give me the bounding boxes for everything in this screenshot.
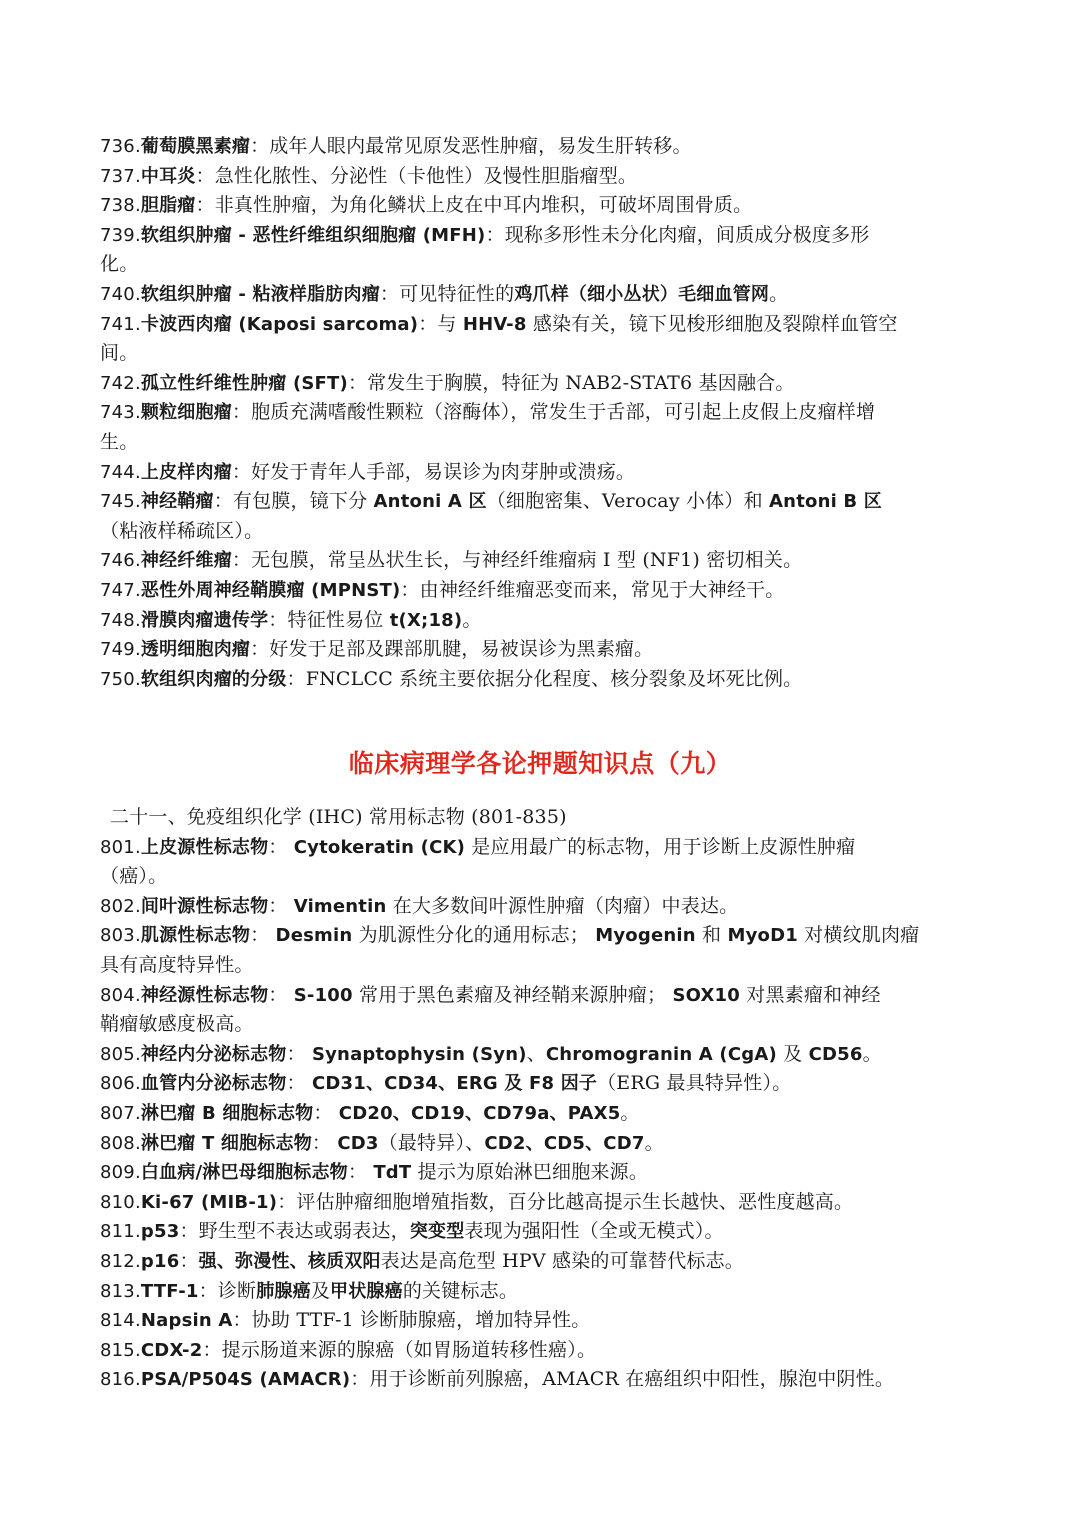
- entry-text: ：胞质充满嗜酸性颗粒（溶酶体），常发生于舌部，可引起上皮假上皮瘤样增: [231, 401, 876, 424]
- entry-text: ：好发于青年人手部，易误诊为肉芽肿或溃疡。: [231, 460, 636, 483]
- entry-text: 表现为强阳性（全或无模式）。: [464, 1220, 724, 1243]
- entry-text: 。: [862, 1042, 882, 1065]
- entry-term: Myogenin: [595, 925, 696, 947]
- entry-term: 颗粒细胞瘤: [140, 402, 232, 424]
- entry-text: ：急性化脓性、分泌性（卡他性）及慢性胆脂瘤型。: [195, 164, 638, 187]
- section-heading: 二十一、免疫组织化学 (IHC) 常用标志物 (801-835): [110, 806, 567, 828]
- entry-816: [100, 1365, 990, 1395]
- entry-text: ：与: [418, 312, 463, 335]
- entry-term: S-100: [293, 984, 353, 1006]
- entry-term: Desmin: [275, 925, 353, 947]
- entry-continuation: [100, 1010, 990, 1040]
- entry-number: 805.: [100, 1043, 141, 1065]
- entry-term: 肺腺癌: [256, 1280, 311, 1302]
- entry-continuation: [100, 517, 990, 547]
- entry-text: 提示为原始淋巴细胞来源。: [411, 1161, 649, 1184]
- entry-text: 是应用最广的标志物，用于诊断上皮源性肿瘤: [465, 835, 856, 858]
- entry-text: ：可见特征性的: [379, 282, 515, 305]
- entry-806: [100, 1069, 990, 1099]
- entry-term: 神经鞘瘤: [140, 491, 214, 513]
- entry-number: 811.: [100, 1221, 141, 1243]
- entry-738: [100, 191, 990, 221]
- entry-text: （癌）。: [100, 865, 168, 888]
- entry-number: 743.: [100, 402, 141, 424]
- entry-continuation: [100, 250, 990, 280]
- entry-747: [100, 576, 990, 606]
- entry-number: 747.: [100, 579, 141, 601]
- entry-term: 中耳炎: [140, 165, 196, 187]
- entry-term: CD31、CD34、ERG 及 F8 因子: [311, 1073, 598, 1095]
- entry-text: ：无包膜，常呈丛状生长，与神经纤维瘤病 I 型 (NF1) 密切相关。: [231, 549, 803, 572]
- entry-text: ：常发生于胸膜，特征为 NAB2-STAT6 基因融合。: [347, 371, 795, 394]
- entries-736-750: [100, 132, 990, 694]
- entry-term: 葡萄膜黑素瘤: [140, 136, 251, 157]
- entry-number: 740.: [100, 283, 141, 305]
- entry-736: [100, 132, 990, 162]
- page-title: 临床病理学各论押题知识点（九）: [348, 749, 732, 778]
- entry-text: ：用于诊断前列腺癌，AMACR 在癌组织中阳性，腺泡中阴性。: [350, 1368, 895, 1391]
- entry-text: 感染有关，镜下见梭形细胞及裂隙样血管空: [526, 312, 898, 335]
- entry-text: ：FNCLCC 系统主要依据分化程度、核分裂象及坏死比例。: [286, 667, 803, 690]
- entry-term: SOX10: [672, 984, 741, 1006]
- entry-text: ：现称多形性未分化肉瘤，间质成分极度多形: [485, 223, 870, 246]
- entry-text: 在大多数间叶源性肿瘤（肉瘤）中表达。: [386, 894, 739, 917]
- entry-text: ：: [268, 835, 294, 858]
- entry-809: [100, 1158, 990, 1188]
- entry-number: 804.: [100, 984, 141, 1006]
- entry-number: 744.: [100, 461, 141, 483]
- entry-text: 化。: [100, 253, 139, 276]
- entry-number: 737.: [100, 165, 141, 187]
- entry-810: [100, 1188, 990, 1218]
- entry-number: 739.: [100, 224, 141, 246]
- entry-text: （最特异）、: [378, 1131, 485, 1154]
- entry-term: Chromogranin A (CgA): [545, 1043, 777, 1065]
- entry-term: p16: [140, 1250, 180, 1272]
- entry-term: TdT: [373, 1162, 412, 1184]
- entry-term: p53: [140, 1221, 180, 1243]
- entry-text: ：特征性易位: [268, 608, 390, 631]
- entry-text: 。: [644, 1131, 664, 1154]
- entry-text: ：: [268, 894, 294, 917]
- entry-term: CD2、CD5、CD7: [484, 1132, 645, 1154]
- entry-term: CD20、CD19、CD79a、PAX5: [338, 1102, 621, 1124]
- entry-number: 741.: [100, 313, 141, 335]
- entry-number: 750.: [100, 668, 141, 690]
- entry-term: 白血病/淋巴母细胞标志物: [140, 1162, 348, 1184]
- entry-text: 对横纹肌肉瘤: [797, 924, 920, 947]
- entry-text: （细胞密集、Verocay 小体）和: [486, 490, 770, 513]
- entry-term: 软组织肿瘤 - 恶性纤维组织细胞瘤 (MFH): [140, 224, 486, 246]
- entry-text: ：: [179, 1249, 199, 1272]
- entry-number: 816.: [100, 1369, 141, 1391]
- entry-text: ：诊断: [198, 1279, 257, 1302]
- entry-term: MyoD1: [727, 925, 798, 947]
- entry-815: [100, 1336, 990, 1366]
- entry-text: ：: [347, 1161, 374, 1184]
- entry-text: ：成年人眼内最常见原发恶性肿瘤，易发生肝转移。: [250, 135, 692, 157]
- entry-text: ：协助 TTF-1 诊断肺腺癌，增加特异性。: [232, 1309, 591, 1332]
- entry-814: [100, 1306, 990, 1336]
- entry-text: ：: [286, 1042, 312, 1065]
- entry-text: 具有高度特异性。: [100, 953, 254, 976]
- entry-804: [100, 981, 990, 1011]
- entry-text: ：非真性肿瘤，为角化鳞状上皮在中耳内堆积，可破坏周围骨质。: [195, 194, 753, 217]
- entry-term: Ki-67 (MIB-1): [140, 1191, 278, 1213]
- entry-number: 806.: [100, 1073, 141, 1095]
- entry-text: 。: [769, 282, 789, 305]
- entry-continuation: [100, 339, 990, 369]
- entry-746: [100, 546, 990, 576]
- entry-term: Vimentin: [293, 895, 387, 917]
- entry-737: [100, 162, 990, 192]
- entry-term: Antoni B 区: [769, 491, 882, 513]
- entry-term: 孤立性纤维性肿瘤 (SFT): [140, 372, 348, 394]
- entry-text: 及: [776, 1042, 809, 1065]
- entry-term: 强、弥漫性、核质双阳: [198, 1250, 381, 1272]
- entry-term: 鸡爪样（细小丛状）毛细血管网: [514, 283, 770, 305]
- entry-812: [100, 1247, 990, 1277]
- entry-number: 815.: [100, 1339, 141, 1361]
- entry-term: Antoni A 区: [373, 491, 487, 513]
- entry-text: 及: [310, 1279, 331, 1302]
- entry-text: 表达是高危型 HPV 感染的可靠替代标志。: [380, 1249, 744, 1272]
- entry-802: [100, 892, 990, 922]
- entry-text: ：: [311, 1131, 338, 1154]
- entry-text: 。: [620, 1101, 640, 1124]
- entries-801-816: [100, 803, 990, 1395]
- entry-number: 808.: [100, 1132, 141, 1154]
- entry-term: PSA/P504S (AMACR): [140, 1369, 351, 1391]
- entry-749: [100, 635, 990, 665]
- entry-number: 736.: [100, 136, 141, 157]
- entry-term: 间叶源性标志物: [140, 895, 269, 917]
- entry-text: ：提示肠道来源的腺癌（如胃肠道转移性癌）。: [202, 1338, 597, 1361]
- entry-term: 神经纤维瘤: [140, 550, 232, 572]
- entry-text: ：: [250, 924, 276, 947]
- entry-term: 透明细胞肉瘤: [140, 639, 251, 661]
- entry-number: 746.: [100, 550, 141, 572]
- entry-text: 间。: [100, 342, 139, 365]
- entry-term: 肌源性标志物: [140, 925, 251, 947]
- entry-number: 812.: [100, 1250, 141, 1272]
- entry-807: [100, 1099, 990, 1129]
- entry-text: ：: [313, 1101, 339, 1124]
- entry-term: 滑膜肉瘤遗传学: [140, 609, 269, 631]
- entry-text: （ERG 最具特异性）。: [597, 1072, 792, 1095]
- entry-term: 血管内分泌标志物: [140, 1073, 287, 1095]
- entry-number: 809.: [100, 1162, 141, 1184]
- entry-term: 上皮样肉瘤: [140, 461, 232, 483]
- entry-term: Cytokeratin (CK): [293, 836, 466, 858]
- entry-term: TTF-1: [140, 1280, 199, 1302]
- entry-text: 。: [462, 608, 482, 631]
- entry-text: ：: [286, 1072, 312, 1095]
- entry-number: 801.: [100, 836, 141, 858]
- entry-term: 恶性外周神经鞘膜瘤 (MPNST): [140, 579, 401, 601]
- entry-continuation: [100, 862, 990, 892]
- entry-750: [100, 665, 990, 695]
- entry-text: 生。: [100, 430, 139, 453]
- entry-text: 常用于黑色素瘤及神经鞘来源肿瘤；: [352, 983, 673, 1006]
- entry-number: 814.: [100, 1310, 141, 1332]
- entry-741: [100, 310, 990, 340]
- entry-term: t(X;18): [389, 609, 463, 631]
- entry-term: 卡波西肉瘤 (Kaposi sarcoma): [140, 313, 419, 335]
- entry-743: [100, 398, 990, 428]
- entry-term: 淋巴瘤 B 细胞标志物: [140, 1102, 314, 1124]
- entry-number: 813.: [100, 1280, 141, 1302]
- entry-813: [100, 1277, 990, 1307]
- entry-term: 突变型: [409, 1221, 465, 1243]
- entry-term: 甲状腺癌: [330, 1280, 403, 1302]
- entry-number: 803.: [100, 925, 141, 947]
- entry-811: [100, 1217, 990, 1247]
- entry-number: 749.: [100, 639, 141, 661]
- entry-text: ：野生型不表达或弱表达，: [179, 1220, 410, 1243]
- entry-number: 802.: [100, 895, 141, 917]
- entry-text: ：有包膜，镜下分: [213, 490, 374, 513]
- entry-number: 748.: [100, 609, 141, 631]
- entry-number: 810.: [100, 1191, 141, 1213]
- entry-term: CD56: [808, 1043, 863, 1065]
- entry-text: 和: [695, 924, 728, 947]
- entry-808: [100, 1129, 990, 1159]
- entry-term: CDX-2: [140, 1339, 203, 1361]
- entry-text: 鞘瘤敏感度极高。: [100, 1013, 254, 1036]
- entry-801: [100, 833, 990, 863]
- entry-text: ：: [268, 983, 294, 1006]
- entry-805: [100, 1040, 990, 1070]
- entry-continuation: [100, 951, 990, 981]
- entry-term: 神经内分泌标志物: [140, 1043, 287, 1065]
- entry-text: ：好发于足部及踝部肌腱，易被误诊为黑素瘤。: [250, 638, 654, 661]
- entry-742: [100, 369, 990, 399]
- entry-text: 对黑素瘤和神经: [740, 983, 881, 1006]
- entry-term: 软组织肉瘤的分级: [140, 668, 287, 690]
- entry-text: 为肌源性分化的通用标志；: [352, 924, 596, 947]
- entry-term: 软组织肿瘤 - 粘液样脂肪肉瘤: [140, 283, 380, 305]
- entry-term: 神经源性标志物: [140, 984, 269, 1006]
- entry-number: 807.: [100, 1102, 141, 1124]
- entry-term: 淋巴瘤 T 细胞标志物: [140, 1132, 312, 1154]
- entry-text: 、: [526, 1042, 546, 1065]
- entry-740: [100, 280, 990, 310]
- entry-number: 738.: [100, 195, 141, 217]
- entry-text: ：评估肿瘤细胞增殖指数，百分比越高提示生长越快、恶性度越高。: [277, 1190, 854, 1213]
- entry-739: [100, 221, 990, 251]
- entry-803: [100, 921, 990, 951]
- entry-term: HHV-8: [462, 313, 527, 335]
- entry-748: [100, 606, 990, 636]
- entry-745: [100, 487, 990, 517]
- entry-term: 上皮源性标志物: [140, 836, 269, 858]
- entry-continuation: [100, 428, 990, 458]
- entry-term: CD3: [337, 1132, 379, 1154]
- entry-text: （粘液样稀疏区）。: [100, 519, 264, 542]
- entry-744: [100, 458, 990, 488]
- entry-text: ：由神经纤维瘤恶变而来，常见于大神经干。: [400, 578, 785, 601]
- entry-term: Napsin A: [140, 1310, 233, 1332]
- entry-text: 的关键标志。: [402, 1279, 519, 1302]
- entry-number: 745.: [100, 491, 141, 513]
- entry-term: Synaptophysin (Syn): [311, 1043, 527, 1065]
- entry-number: 742.: [100, 372, 141, 394]
- entry-term: 胆脂瘤: [140, 195, 196, 217]
